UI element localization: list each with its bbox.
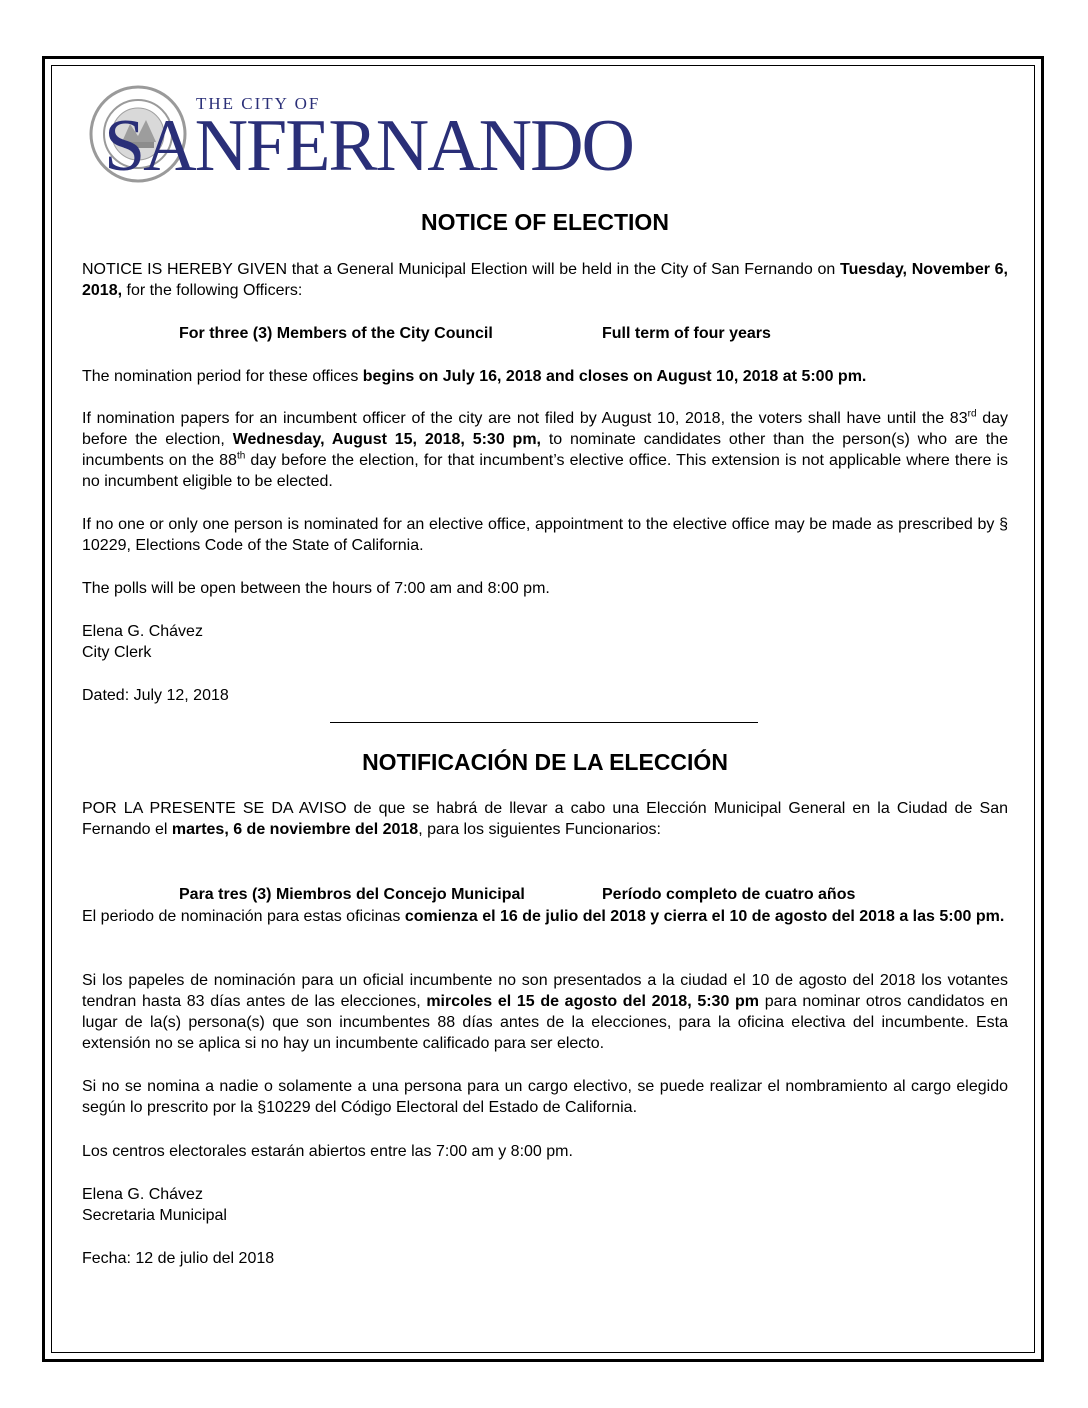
- es-p2-a: El periodo de nominación para estas oficinas: [82, 908, 405, 925]
- english-paragraph-5: [82, 578, 1008, 599]
- es-p3-c: para nominar otros candidatos en lugar de la(s) persona(s) que son incumbentes 88 días antes de la elecciones, para la oficina electiva del incumbente. Esta extensión no se aplica si no hay un incumbente calificado para ser electo.: [82, 993, 1008, 1052]
- english-paragraph-4: [82, 514, 1008, 556]
- spanish-signature: [82, 1184, 1008, 1226]
- es-p2-b: comienza el 16 de julio del 2018 y cierra el 10 de agosto del 2018 a las 5:00 pm.: [404, 908, 1005, 925]
- en-signer-title: City Clerk: [82, 644, 152, 661]
- english-title-block: [82, 208, 1008, 236]
- en-p1-b: Tuesday, November 6, 2018,: [82, 261, 1008, 299]
- spanish-dated: [82, 1248, 1008, 1269]
- spanish-paragraph-5: [82, 1141, 1008, 1162]
- es-p1-a: POR LA PRESENTE SE DA AVISO de que se habrá de llevar a cabo una Elección Municipal General en la Ciudad de San Fernando el: [82, 800, 1008, 838]
- logo-main-a: SAN: [104, 105, 247, 187]
- spanish-paragraph-3: [82, 970, 1008, 1054]
- english-dated: [82, 685, 1008, 706]
- logo-main-text: [104, 106, 633, 186]
- en-p1-a: NOTICE IS HEREBY GIVEN that a General Municipal Election will be held in the City of San Fernando on: [82, 261, 840, 278]
- es-signer-title: Secretaria Municipal: [82, 1207, 227, 1224]
- en-p4: If no one or only one person is nominated for an elective office, appointment to the elective office may be made as prescribed by § 10229, Elections Code of the State of California.: [82, 516, 1008, 554]
- en-term: Full term of four years: [602, 325, 771, 342]
- spanish-office-line: [82, 884, 1008, 905]
- en-p3-b: day before the election,: [82, 410, 1008, 448]
- english-signature: [82, 621, 1008, 663]
- spanish-paragraph-4: [82, 1076, 1008, 1118]
- logo-main-b: FERNANDO: [246, 105, 633, 187]
- es-signer: Elena G. Chávez: [82, 1186, 203, 1203]
- en-p3-sup1: rd: [967, 408, 977, 420]
- en-p3-sup2: th: [236, 450, 246, 462]
- english-paragraph-2: [82, 366, 1008, 387]
- es-dated: Fecha: 12 de julio del 2018: [82, 1250, 275, 1267]
- en-office: For three (3) Members of the City Council: [179, 325, 493, 342]
- spanish-title: NOTIFICACIÓN DE LA ELECCIÓN: [362, 749, 728, 775]
- city-logo: [88, 84, 633, 194]
- section-divider: [330, 722, 758, 723]
- es-p3-b: mircoles el 15 de agosto del 2018, 5:30 pm: [426, 993, 760, 1010]
- en-p3-a: If nomination papers for an incumbent officer of the city are not filed by August 10, 2018, the voters shall have until the 83: [82, 410, 968, 427]
- en-signer: Elena G. Chávez: [82, 623, 203, 640]
- en-p5: The polls will be open between the hours of 7:00 am and 8:00 pm.: [82, 580, 550, 597]
- en-p2-a: The nomination period for these offices: [82, 368, 363, 385]
- page-border: [42, 56, 1044, 1362]
- es-p1-b: martes, 6 de noviembre del 2018: [171, 821, 419, 838]
- en-p3-e: day before the election, for that incumbent’s elective office. This extension is not applicable where there is no incumbent eligible to be elected.: [82, 452, 1009, 490]
- english-paragraph-1: [82, 259, 1008, 301]
- es-p1-c: , para los siguientes Funcionarios:: [418, 821, 661, 838]
- en-p3-d: to nominate candidates other than the person(s) who are the incumbents on the 88: [82, 431, 1009, 469]
- english-paragraph-3: [82, 408, 1008, 492]
- es-office: Para tres (3) Miembros del Concejo Municipal: [179, 886, 525, 903]
- es-p5: Los centros electorales estarán abiertos entre las 7:00 am y 8:00 pm.: [82, 1143, 573, 1160]
- es-term: Período completo de cuatro años: [602, 886, 856, 903]
- english-office-line: [82, 323, 1008, 344]
- english-title: NOTICE OF ELECTION: [421, 209, 669, 235]
- en-p2-b: begins on July 16, 2018 and closes on August 10, 2018 at 5:00 pm.: [362, 368, 867, 385]
- spanish-paragraph-1: [82, 798, 1008, 840]
- logo-top-text: THE CITY OF: [196, 94, 321, 113]
- spanish-title-block: [82, 748, 1008, 776]
- spanish-paragraph-2: [82, 906, 1008, 927]
- en-dated: Dated: July 12, 2018: [82, 687, 229, 704]
- es-p4: Si no se nomina a nadie o solamente a una persona para un cargo electivo, se puede realizar el nombramiento al cargo elegido según lo prescrito por la §10229 del Código Electoral del Estado de California.: [82, 1078, 1008, 1116]
- en-p3-c: Wednesday, August 15, 2018, 5:30 pm,: [232, 431, 541, 448]
- es-p3-a: Si los papeles de nominación para un oficial incumbente no son presentados a la ciudad el 10 de agosto del 2018 los votantes tendran hasta 83 días antes de las elecciones,: [82, 972, 1008, 1010]
- en-p1-c: for the following Officers:: [122, 282, 303, 299]
